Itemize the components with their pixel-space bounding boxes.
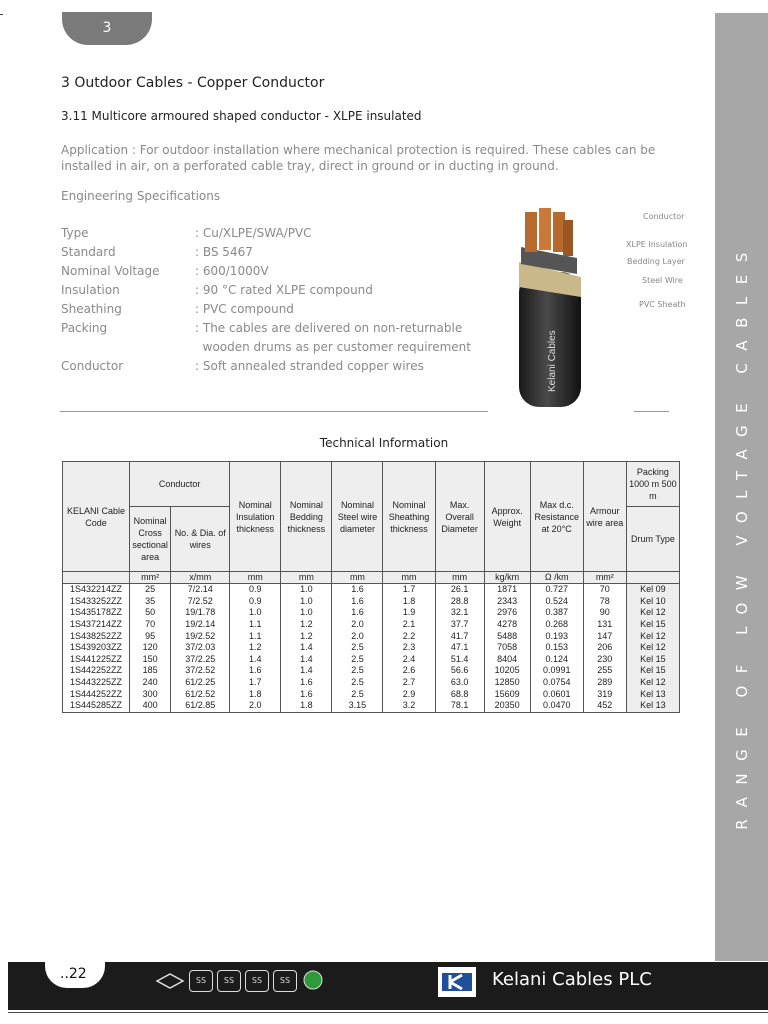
table-cell: 131 bbox=[583, 619, 626, 631]
table-cell: 0.9 bbox=[230, 596, 281, 608]
engineering-title: Engineering Specifications bbox=[61, 189, 221, 203]
spec-row bbox=[61, 281, 465, 300]
spec-row bbox=[61, 224, 465, 243]
table-cell: 95 bbox=[130, 630, 171, 642]
table-cell: 1.8 bbox=[383, 596, 435, 608]
units-cell: x/mm bbox=[171, 572, 230, 584]
header-cell: Approx. Weight bbox=[484, 462, 530, 572]
cable-code-cell: 1S438252ZZ bbox=[63, 630, 130, 642]
table-cell: 56.6 bbox=[435, 665, 484, 677]
table-row bbox=[63, 700, 680, 712]
spec-row bbox=[61, 262, 465, 281]
header-cell: Nominal Insulation thickness bbox=[230, 462, 281, 572]
conductor-core-shape bbox=[539, 208, 551, 250]
spec-label: Conductor bbox=[61, 359, 124, 373]
table-cell: 1.1 bbox=[230, 630, 281, 642]
table-cell: 147 bbox=[583, 630, 626, 642]
spec-label: Sheathing bbox=[61, 302, 122, 316]
table-cell: 7/2.52 bbox=[171, 596, 230, 608]
table-cell: 2.3 bbox=[383, 642, 435, 654]
table-cell: 2.1 bbox=[383, 619, 435, 631]
table-row bbox=[63, 665, 680, 677]
table-cell: 19/2.52 bbox=[171, 630, 230, 642]
cable-code-cell: 1S435178ZZ bbox=[63, 607, 130, 619]
table-cell: 41.7 bbox=[435, 630, 484, 642]
table-cell: 8404 bbox=[484, 654, 530, 666]
table-cell: 25 bbox=[130, 584, 171, 596]
drum-type-cell: Kel 13 bbox=[626, 700, 679, 712]
spec-label: Packing bbox=[61, 321, 108, 335]
table-cell: 63.0 bbox=[435, 677, 484, 689]
table-cell: 319 bbox=[583, 688, 626, 700]
table-cell: 50 bbox=[130, 607, 171, 619]
cable-code-cell: 1S439203ZZ bbox=[63, 642, 130, 654]
drum-type-cell: Kel 12 bbox=[626, 607, 679, 619]
table-cell: 1.4 bbox=[281, 642, 332, 654]
table-cell: 2.0 bbox=[230, 700, 281, 712]
table-cell: 68.8 bbox=[435, 688, 484, 700]
cable-code-cell: 1S441225ZZ bbox=[63, 654, 130, 666]
ul-mark-icon bbox=[301, 969, 325, 991]
table-cell: 1.7 bbox=[383, 584, 435, 596]
table-cell: 37/2.52 bbox=[171, 665, 230, 677]
cable-code-cell: 1S437214ZZ bbox=[63, 619, 130, 631]
header-cell: KELANI Cable Code bbox=[63, 462, 130, 572]
units-cell: Ω /km bbox=[530, 572, 583, 584]
table-cell: 1.6 bbox=[230, 665, 281, 677]
drum-type-cell: Kel 12 bbox=[626, 677, 679, 689]
table-row bbox=[63, 688, 680, 700]
table-cell: 0.0991 bbox=[530, 665, 583, 677]
chapter-tab: 3 bbox=[62, 12, 152, 45]
table-cell: 1.6 bbox=[281, 688, 332, 700]
technical-title: Technical Information bbox=[319, 436, 449, 450]
table-cell: 78.1 bbox=[435, 700, 484, 712]
table-cell: 240 bbox=[130, 677, 171, 689]
table-cell: 0.387 bbox=[530, 607, 583, 619]
table-cell: 2.0 bbox=[332, 630, 383, 642]
cable-code-cell: 1S444252ZZ bbox=[63, 688, 130, 700]
kelani-logo-icon bbox=[438, 967, 476, 997]
table-cell: 10205 bbox=[484, 665, 530, 677]
application-text: Application : For outdoor installation where mechanical protection is required. These cables can be installed in air, on a perforated cable tray, direct in ground or in ducting in ground. bbox=[61, 143, 656, 173]
table-cell: 2976 bbox=[484, 607, 530, 619]
header-cell: Max d.c. Resistance at 20°C bbox=[530, 462, 583, 572]
table-row bbox=[63, 677, 680, 689]
table-cell: 3.2 bbox=[383, 700, 435, 712]
table-cell: 32.1 bbox=[435, 607, 484, 619]
label-conductor: Conductor bbox=[643, 212, 685, 221]
table-cell: 0.524 bbox=[530, 596, 583, 608]
table-row bbox=[63, 584, 680, 596]
table-cell: 1.1 bbox=[230, 619, 281, 631]
table-cell: 37.7 bbox=[435, 619, 484, 631]
header-cell: Max. Overall Diameter bbox=[435, 462, 484, 572]
cable-code-cell: 1S442252ZZ bbox=[63, 665, 130, 677]
table-cell: 37/2.25 bbox=[171, 654, 230, 666]
table-cell: 255 bbox=[583, 665, 626, 677]
table-cell: 15609 bbox=[484, 688, 530, 700]
table-row bbox=[63, 607, 680, 619]
drum-type-cell: Kel 15 bbox=[626, 654, 679, 666]
units-cell bbox=[626, 572, 679, 584]
table-cell: 61/2.85 bbox=[171, 700, 230, 712]
table-cell: 20350 bbox=[484, 700, 530, 712]
table-cell: 1.0 bbox=[281, 607, 332, 619]
spec-value: : The cables are delivered on non-returnable bbox=[195, 321, 463, 335]
subsection-title: 3.11 Multicore armoured shaped conductor - XLPE insulated bbox=[61, 109, 422, 123]
table-cell: 1.8 bbox=[281, 700, 332, 712]
table-cell: 230 bbox=[583, 654, 626, 666]
sidebar-title: RANGE OF LOW VOLTAGE CABLES bbox=[733, 240, 751, 830]
table-cell: 19/1.78 bbox=[171, 607, 230, 619]
table-cell: 2.4 bbox=[383, 654, 435, 666]
sls-mark-icon: SS bbox=[245, 970, 269, 992]
table-cell: 7058 bbox=[484, 642, 530, 654]
table-cell: 0.0470 bbox=[530, 700, 583, 712]
table-cell: 2.9 bbox=[383, 688, 435, 700]
units-row bbox=[63, 572, 680, 584]
header-cell: Packing 1000 m 500 m bbox=[626, 462, 679, 507]
spec-label: Type bbox=[61, 226, 89, 240]
table-cell: 1.6 bbox=[332, 596, 383, 608]
label-xlpe-insulation: XLPE Insulation bbox=[626, 240, 688, 249]
table-cell: 28.8 bbox=[435, 596, 484, 608]
table-cell: 0.193 bbox=[530, 630, 583, 642]
spec-value: wooden drums as per customer requirement bbox=[195, 340, 471, 354]
table-cell: 2.2 bbox=[383, 630, 435, 642]
table-cell: 2.0 bbox=[332, 619, 383, 631]
table-cell: 0.153 bbox=[530, 642, 583, 654]
spec-row bbox=[61, 319, 465, 338]
table-cell: 35 bbox=[130, 596, 171, 608]
units-cell: kg/km bbox=[484, 572, 530, 584]
table-cell: 78 bbox=[583, 596, 626, 608]
table-cell: 1.2 bbox=[230, 642, 281, 654]
drum-type-cell: Kel 10 bbox=[626, 596, 679, 608]
drum-type-cell: Kel 12 bbox=[626, 642, 679, 654]
table-cell: 2.5 bbox=[332, 642, 383, 654]
units-cell: mm bbox=[332, 572, 383, 584]
units-cell bbox=[63, 572, 130, 584]
spec-value: : BS 5467 bbox=[195, 245, 253, 259]
cable-illustration bbox=[497, 202, 607, 412]
header-cell: No. & Dia. of wires bbox=[171, 507, 230, 572]
spec-list bbox=[61, 224, 471, 376]
section-title: 3 Outdoor Cables - Copper Conductor bbox=[61, 75, 325, 91]
units-cell: mm bbox=[383, 572, 435, 584]
table-cell: 70 bbox=[583, 584, 626, 596]
table-cell: 1.0 bbox=[281, 584, 332, 596]
table-cell: 1.6 bbox=[281, 677, 332, 689]
table-cell: 1.8 bbox=[230, 688, 281, 700]
spec-label: Nominal Voltage bbox=[61, 264, 160, 278]
table-cell: 1.0 bbox=[281, 596, 332, 608]
footer-rule bbox=[8, 1012, 768, 1013]
table-cell: 0.727 bbox=[530, 584, 583, 596]
cable-brand-text: Kelani Cables bbox=[547, 330, 558, 392]
corner-mark bbox=[0, 14, 3, 15]
table-cell: 5488 bbox=[484, 630, 530, 642]
spec-row bbox=[61, 300, 465, 319]
company-logo bbox=[438, 967, 476, 997]
sls-mark-icon: SS bbox=[189, 970, 213, 992]
header-cell: Armour wire area bbox=[583, 462, 626, 572]
table-cell: 1.9 bbox=[383, 607, 435, 619]
table-cell: 1.4 bbox=[281, 665, 332, 677]
table-cell: 0.9 bbox=[230, 584, 281, 596]
units-cell: mm² bbox=[583, 572, 626, 584]
table-cell: 3.15 bbox=[332, 700, 383, 712]
table-cell: 1.4 bbox=[281, 654, 332, 666]
cable-code-cell: 1S443225ZZ bbox=[63, 677, 130, 689]
table-cell: 2.6 bbox=[383, 665, 435, 677]
table-cell: 2343 bbox=[484, 596, 530, 608]
units-cell: mm bbox=[435, 572, 484, 584]
certification-mark-icon bbox=[155, 972, 185, 990]
label-steel-wire: Steel Wire bbox=[642, 276, 683, 285]
table-cell: 19/2.14 bbox=[171, 619, 230, 631]
spec-value: : Cu/XLPE/SWA/PVC bbox=[195, 226, 312, 240]
label-bedding-layer: Bedding Layer bbox=[627, 257, 685, 266]
table-row bbox=[63, 596, 680, 608]
spec-value: : PVC compound bbox=[195, 302, 294, 316]
spec-value: : 600/1000V bbox=[195, 264, 269, 278]
spec-label bbox=[61, 338, 195, 357]
units-cell: mm² bbox=[130, 572, 171, 584]
table-cell: 185 bbox=[130, 665, 171, 677]
header-cell: Drum Type bbox=[626, 507, 679, 572]
table-cell: 300 bbox=[130, 688, 171, 700]
table-cell: 47.1 bbox=[435, 642, 484, 654]
drum-type-cell: Kel 12 bbox=[626, 630, 679, 642]
drum-type-cell: Kel 13 bbox=[626, 688, 679, 700]
table-cell: 206 bbox=[583, 642, 626, 654]
header-cell: Nominal Bedding thickness bbox=[281, 462, 332, 572]
table-cell: 289 bbox=[583, 677, 626, 689]
table-cell: 2.5 bbox=[332, 677, 383, 689]
header-cell: Nominal Cross sectional area bbox=[130, 507, 171, 572]
table-cell: 150 bbox=[130, 654, 171, 666]
table-cell: 1.2 bbox=[281, 630, 332, 642]
header-row bbox=[63, 462, 680, 507]
sls-mark-icon: SS bbox=[273, 970, 297, 992]
cable-code-cell: 1S433252ZZ bbox=[63, 596, 130, 608]
table-cell: 2.5 bbox=[332, 665, 383, 677]
table-cell: 1.6 bbox=[332, 607, 383, 619]
spec-label: Standard bbox=[61, 245, 116, 259]
divider bbox=[634, 411, 669, 412]
table-cell: 1.2 bbox=[281, 619, 332, 631]
technical-table bbox=[62, 461, 680, 713]
table-cell: 37/2.03 bbox=[171, 642, 230, 654]
company-name: Kelani Cables PLC bbox=[492, 969, 652, 990]
cable-code-cell: 1S445285ZZ bbox=[63, 700, 130, 712]
header-cell: Nominal Steel wire diameter bbox=[332, 462, 383, 572]
table-cell: 120 bbox=[130, 642, 171, 654]
table-cell: 1871 bbox=[484, 584, 530, 596]
table-cell: 0.124 bbox=[530, 654, 583, 666]
spec-row bbox=[61, 338, 471, 357]
table-row bbox=[63, 642, 680, 654]
table-cell: 61/2.52 bbox=[171, 688, 230, 700]
table-cell: 1.6 bbox=[332, 584, 383, 596]
table-row bbox=[63, 630, 680, 642]
table-cell: 26.1 bbox=[435, 584, 484, 596]
table-cell: 4278 bbox=[484, 619, 530, 631]
table-cell: 400 bbox=[130, 700, 171, 712]
page-number: ..22 bbox=[60, 966, 87, 982]
table-cell: 1.0 bbox=[230, 607, 281, 619]
table-cell: 1.4 bbox=[230, 654, 281, 666]
table-row bbox=[63, 619, 680, 631]
table-cell: 12850 bbox=[484, 677, 530, 689]
table-cell: 7/2.14 bbox=[171, 584, 230, 596]
spec-label: Insulation bbox=[61, 283, 120, 297]
conductor-core-shape bbox=[563, 220, 573, 256]
table-cell: 51.4 bbox=[435, 654, 484, 666]
table-cell: 61/2.25 bbox=[171, 677, 230, 689]
drum-type-cell: Kel 15 bbox=[626, 619, 679, 631]
table-cell: 2.5 bbox=[332, 654, 383, 666]
table-cell: 90 bbox=[583, 607, 626, 619]
table-cell: 70 bbox=[130, 619, 171, 631]
table-cell: 0.268 bbox=[530, 619, 583, 631]
table-cell: 2.5 bbox=[332, 688, 383, 700]
table-row bbox=[63, 654, 680, 666]
table-cell: 0.0754 bbox=[530, 677, 583, 689]
spec-row bbox=[61, 357, 465, 376]
units-cell: mm bbox=[281, 572, 332, 584]
sls-mark-icon: SS bbox=[217, 970, 241, 992]
units-cell: mm bbox=[230, 572, 281, 584]
divider bbox=[60, 411, 488, 412]
cable-code-cell: 1S432214ZZ bbox=[63, 584, 130, 596]
header-cell: Conductor bbox=[130, 462, 230, 507]
spec-row bbox=[61, 243, 465, 262]
spec-value: : 90 °C rated XLPE compound bbox=[195, 283, 373, 297]
conductor-core-shape bbox=[525, 212, 537, 252]
footer-bar bbox=[8, 962, 768, 1010]
spec-value: : Soft annealed stranded copper wires bbox=[195, 359, 424, 373]
header-cell: Nominal Sheathing thickness bbox=[383, 462, 435, 572]
table-cell: 1.7 bbox=[230, 677, 281, 689]
label-pvc-sheath: PVC Sheath bbox=[639, 300, 686, 309]
drum-type-cell: Kel 15 bbox=[626, 665, 679, 677]
table-cell: 452 bbox=[583, 700, 626, 712]
table-cell: 2.7 bbox=[383, 677, 435, 689]
drum-type-cell: Kel 09 bbox=[626, 584, 679, 596]
table-cell: 0.0601 bbox=[530, 688, 583, 700]
